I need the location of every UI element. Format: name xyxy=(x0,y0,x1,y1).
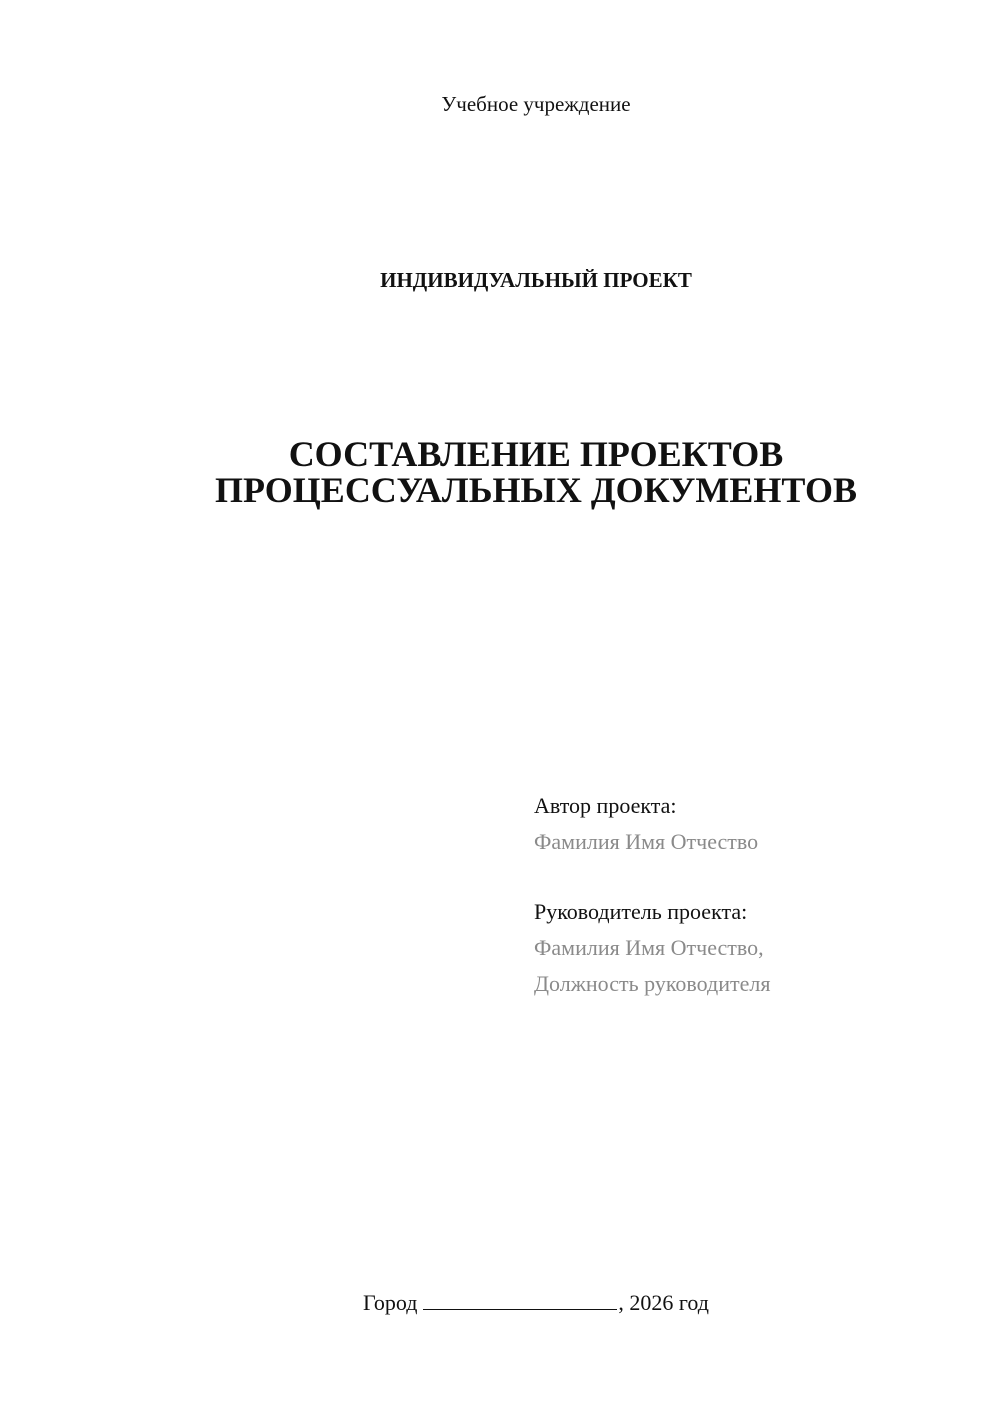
project-title-line-2: ПРОЦЕССУАЛЬНЫХ ДОКУМЕНТОВ xyxy=(215,470,857,510)
author-label: Автор проекта: xyxy=(534,793,677,818)
supervisor-name: Фамилия Имя Отчество, xyxy=(534,935,764,960)
document-type: ИНДИВИДУАЛЬНЫЙ ПРОЕКТ xyxy=(380,268,692,292)
credits-spacer xyxy=(534,860,770,894)
institution-name: Учебное учреждение xyxy=(441,92,631,116)
credits-block xyxy=(534,788,770,1002)
footer-city-year xyxy=(0,1290,1000,1316)
city-label: Город xyxy=(363,1290,418,1315)
author-name: Фамилия Имя Отчество xyxy=(534,829,759,854)
year-text: , 2026 год xyxy=(618,1290,709,1315)
city-blank-line xyxy=(423,1291,617,1310)
supervisor-position: Должность руководителя xyxy=(534,971,771,996)
supervisor-label: Руководитель проекта: xyxy=(534,899,748,924)
project-title xyxy=(0,436,1000,508)
project-title-line-1: СОСТАВЛЕНИЕ ПРОЕКТОВ xyxy=(288,434,784,474)
